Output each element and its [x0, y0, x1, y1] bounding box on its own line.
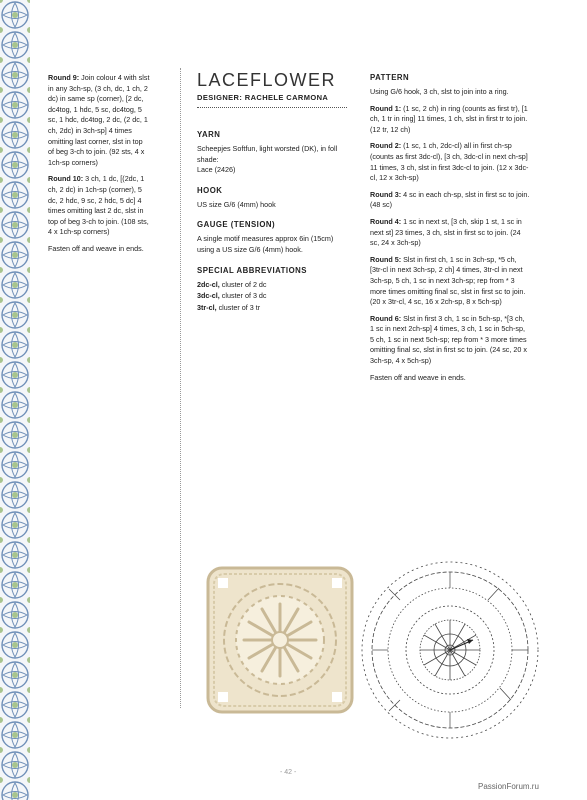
- round-1-paragraph: [370, 104, 530, 136]
- round-5-label: Round 5:: [370, 254, 402, 264]
- round-5-paragraph: [370, 255, 530, 308]
- round-1-label: Round 1:: [370, 103, 402, 113]
- round-9-text: Join colour 4 with slst in any 3ch-sp, (3 ch, dc, 1 ch, 2 dc) in same sp (corner), [2 dc, dc4tog, 1 hdc, 5 sc, dc4tog, 5 sc, 1 hdc, dc4tog, 2 dc, (2 dc, 1 ch, 2dc) in 3ch-sp] 4 times omitting last corner, slst in top of beg 3-ch to join. (92 sts, 4 x 1ch-sp corners): [48, 73, 150, 167]
- round-6-paragraph: [370, 314, 530, 367]
- round-1-text: (1 sc, 2 ch) in ring (counts as first tr), [1 ch, 1 tr in ring] 11 times, 1 ch, slst in first tr to join. (12 tr, 12 ch): [370, 103, 528, 134]
- round-10-label: Round 10:: [48, 174, 84, 184]
- decorative-border: [0, 0, 30, 800]
- gauge-heading: GAUGE (TENSION): [197, 220, 276, 230]
- round-4-label: Round 4:: [370, 216, 402, 226]
- round-10-text: 3 ch, 1 dc, [(2dc, 1 ch, 2 dc) in 1ch-sp (corner), 5 dc, 2 hdc, 9 sc, 2 hdc, 5 dc] 4 times omitting last 2 dc, slst in top of beg 3-ch to join. (108 sts, 4 x 1ch-sp corners): [48, 174, 149, 237]
- round-9-label: Round 9:: [48, 73, 80, 82]
- hook-heading: HOOK: [197, 185, 223, 195]
- round-3-text: 4 sc in each ch-sp, slst in first sc to join. (48 sc): [370, 189, 530, 210]
- round-9-paragraph: [48, 73, 150, 168]
- round-3-paragraph: [370, 190, 530, 211]
- round-2-text: (1 sc, 1 ch, 2dc-cl) all in first ch-sp (counts as first 3dc-cl), [3 ch, 3dc-cl in next ch-sp] 11 times, 3 ch, slst in first 3dc-cl to join. (12 x 3dc-cl, 12 x 3ch-sp): [370, 141, 529, 183]
- motif-photo-graphic: [200, 560, 360, 720]
- round-4-paragraph: [370, 217, 530, 249]
- abbreviation-term: 3tr-cl,: [197, 302, 217, 312]
- round-2-label: Round 2:: [370, 141, 402, 151]
- round-6-text: Slst in first 3 ch, 1 sc in 5ch-sp, *[3 ch, 1 sc in next 2ch-sp] 4 times, 3 ch, 1 sc in 5ch-sp, 5 ch, 1 sc in next 5ch-sp; rep from * 3 more times omitting final sc, slst in first sc to join. (24 sc, 20 x 3ch-sp, 4 x 5ch-sp): [370, 313, 527, 366]
- column-divider: [180, 68, 181, 708]
- pattern-heading: PATTERN: [370, 73, 410, 82]
- motif-photo: [200, 560, 360, 720]
- abbreviations-heading: SPECIAL ABBREVIATIONS: [197, 265, 307, 275]
- dotted-rule: [197, 107, 347, 108]
- round-10-paragraph: [48, 174, 150, 238]
- abbreviation-definition: cluster of 3 tr: [218, 302, 261, 312]
- column-left: [48, 73, 150, 261]
- column-right: [370, 73, 530, 389]
- designer-credit: DESIGNER: RACHELE CARMONA: [197, 93, 329, 102]
- crochet-chart-graphic: [355, 555, 545, 745]
- pattern-intro: Using G/6 hook, 3 ch, slst to join into a ring.: [370, 87, 509, 96]
- border-pattern-graphic: [0, 0, 30, 800]
- abbreviation-item: [197, 280, 352, 291]
- round-2-paragraph: [370, 141, 530, 183]
- fasten-off-text: Fasten off and weave in ends.: [370, 372, 466, 382]
- yarn-heading: YARN: [197, 130, 221, 139]
- yarn-shade: Lace (2426): [197, 165, 236, 175]
- yarn-text: Scheepjes Softfun, light worsted (DK), in foll shade:: [197, 144, 338, 164]
- page-number: - 42 -: [280, 769, 297, 776]
- round-6-label: Round 6:: [370, 313, 402, 323]
- round-4-text: 1 sc in next st, [3 ch, skip 1 st, 1 sc in next st] 23 times, 3 ch, slst in first sc to join. (24 sc, 24 x 3ch-sp): [370, 216, 522, 248]
- column-middle: [197, 70, 352, 319]
- gauge-text: A single motif measures approx 6in (15cm) using a US size G/6 (4mm) hook.: [197, 234, 334, 254]
- hook-text: US size G/6 (4mm) hook: [197, 199, 276, 209]
- watermark: PassionForum.ru: [478, 782, 539, 791]
- fasten-off-text: Fasten off and weave in ends.: [48, 243, 144, 253]
- abbreviation-definition: cluster of 2 dc: [221, 279, 267, 289]
- abbreviation-definition: cluster of 3 dc: [221, 291, 267, 301]
- abbreviation-item: [197, 291, 352, 302]
- pattern-title: LACEFLOWER: [197, 70, 337, 90]
- round-5-text: Slst in first ch, 1 sc in 3ch-sp, *5 ch, [3tr-cl in next 3ch-sp, 2 ch] 4 times, 3tr-cl in next 3ch-sp, 5 ch, 1 sc in next 3ch-sp; rep from * 3 more times omitting final sc, slst in first sc to join. (20 x 3tr-cl, 4 sc, 16 x 2ch-sp, 8 x 5ch-sp): [370, 254, 526, 307]
- abbreviation-item: [197, 303, 352, 314]
- abbreviation-term: 2dc-cl,: [197, 279, 220, 289]
- round-3-label: Round 3:: [370, 189, 402, 199]
- crochet-symbol-chart: [355, 555, 545, 745]
- abbreviation-term: 3dc-cl,: [197, 291, 220, 301]
